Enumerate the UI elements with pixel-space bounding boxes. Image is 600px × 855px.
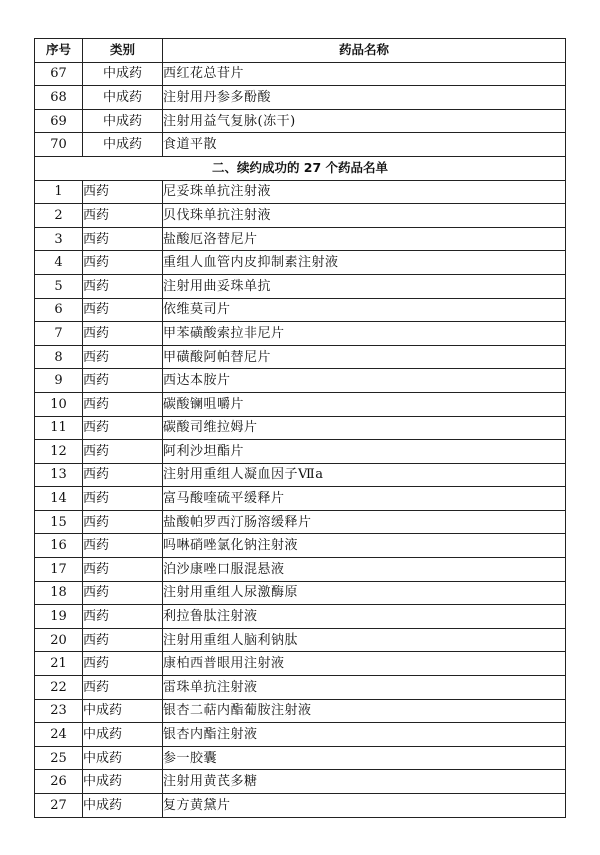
table-row — [35, 227, 566, 251]
row-category: 西药 — [83, 369, 163, 393]
row-drug-name: 阿利沙坦酯片 — [163, 440, 566, 464]
table-row — [35, 699, 566, 723]
row-category: 西药 — [83, 345, 163, 369]
row-category: 西药 — [83, 628, 163, 652]
row-category: 西药 — [83, 605, 163, 629]
row-drug-name: 康柏西普眼用注射液 — [163, 652, 566, 676]
table-row — [35, 534, 566, 558]
row-drug-name: 富马酸喹硫平缓释片 — [163, 487, 566, 511]
row-category: 西药 — [83, 534, 163, 558]
row-drug-name: 银杏内酯注射液 — [163, 723, 566, 747]
row-drug-name: 注射用益气复脉(冻干) — [163, 109, 566, 133]
row-number: 8 — [35, 345, 83, 369]
row-drug-name: 复方黄黛片 — [163, 794, 566, 818]
row-drug-name: 泊沙康唑口服混悬液 — [163, 558, 566, 582]
row-category: 西药 — [83, 298, 163, 322]
table-row — [35, 62, 566, 86]
row-number: 10 — [35, 392, 83, 416]
row-category: 中成药 — [83, 794, 163, 818]
row-drug-name: 注射用曲妥珠单抗 — [163, 274, 566, 298]
row-number: 26 — [35, 770, 83, 794]
row-number: 17 — [35, 558, 83, 582]
header-row — [35, 39, 566, 63]
row-category: 西药 — [83, 463, 163, 487]
row-number: 1 — [35, 180, 83, 204]
row-number: 70 — [35, 133, 83, 157]
table-row — [35, 392, 566, 416]
row-number: 27 — [35, 794, 83, 818]
row-number: 12 — [35, 440, 83, 464]
row-drug-name: 注射用重组人尿激酶原 — [163, 581, 566, 605]
table-row — [35, 581, 566, 605]
table-row — [35, 298, 566, 322]
row-drug-name: 重组人血管内皮抑制素注射液 — [163, 251, 566, 275]
row-category: 西药 — [83, 558, 163, 582]
row-category: 西药 — [83, 652, 163, 676]
header-no: 序号 — [35, 39, 83, 63]
row-category: 西药 — [83, 251, 163, 275]
table-row — [35, 652, 566, 676]
row-number: 19 — [35, 605, 83, 629]
table-row — [35, 416, 566, 440]
row-drug-name: 利拉鲁肽注射液 — [163, 605, 566, 629]
header-name: 药品名称 — [163, 39, 566, 63]
row-number: 24 — [35, 723, 83, 747]
row-category: 西药 — [83, 392, 163, 416]
table-row — [35, 794, 566, 818]
row-drug-name: 银杏二萜内酯葡胺注射液 — [163, 699, 566, 723]
table-row — [35, 723, 566, 747]
part1-rows — [35, 62, 566, 156]
row-drug-name: 吗啉硝唑氯化钠注射液 — [163, 534, 566, 558]
row-category: 西药 — [83, 510, 163, 534]
row-category: 西药 — [83, 204, 163, 228]
row-drug-name: 盐酸帕罗西汀肠溶缓释片 — [163, 510, 566, 534]
row-number: 6 — [35, 298, 83, 322]
row-category: 西药 — [83, 440, 163, 464]
row-category: 西药 — [83, 487, 163, 511]
row-number: 25 — [35, 746, 83, 770]
row-drug-name: 雷珠单抗注射液 — [163, 676, 566, 700]
table-row — [35, 628, 566, 652]
table-row — [35, 676, 566, 700]
row-number: 5 — [35, 274, 83, 298]
row-number: 68 — [35, 86, 83, 110]
row-category: 西药 — [83, 676, 163, 700]
row-drug-name: 尼妥珠单抗注射液 — [163, 180, 566, 204]
row-number: 2 — [35, 204, 83, 228]
row-drug-name: 碳酸司维拉姆片 — [163, 416, 566, 440]
row-number: 9 — [35, 369, 83, 393]
row-drug-name: 注射用重组人脑利钠肽 — [163, 628, 566, 652]
row-category: 中成药 — [83, 133, 163, 157]
row-number: 18 — [35, 581, 83, 605]
row-category: 西药 — [83, 227, 163, 251]
row-drug-name: 食道平散 — [163, 133, 566, 157]
table-row — [35, 345, 566, 369]
row-number: 7 — [35, 322, 83, 346]
row-number: 13 — [35, 463, 83, 487]
row-number: 11 — [35, 416, 83, 440]
part2-rows — [35, 180, 566, 817]
row-number: 20 — [35, 628, 83, 652]
row-category: 中成药 — [83, 62, 163, 86]
table-row — [35, 180, 566, 204]
row-drug-name: 注射用黄芪多糖 — [163, 770, 566, 794]
row-number: 23 — [35, 699, 83, 723]
section-row — [35, 156, 566, 180]
table-row — [35, 558, 566, 582]
table-row — [35, 109, 566, 133]
row-drug-name: 参一胶囊 — [163, 746, 566, 770]
table-row — [35, 204, 566, 228]
row-drug-name: 盐酸厄洛替尼片 — [163, 227, 566, 251]
row-category: 中成药 — [83, 723, 163, 747]
row-drug-name: 甲苯磺酸索拉非尼片 — [163, 322, 566, 346]
row-category: 西药 — [83, 416, 163, 440]
row-number: 4 — [35, 251, 83, 275]
row-number: 16 — [35, 534, 83, 558]
row-drug-name: 依维莫司片 — [163, 298, 566, 322]
row-number: 3 — [35, 227, 83, 251]
row-number: 69 — [35, 109, 83, 133]
table-row — [35, 605, 566, 629]
row-category: 西药 — [83, 581, 163, 605]
row-category: 西药 — [83, 322, 163, 346]
row-drug-name: 西红花总苷片 — [163, 62, 566, 86]
row-number: 22 — [35, 676, 83, 700]
row-category: 中成药 — [83, 699, 163, 723]
table-row — [35, 510, 566, 534]
table-row — [35, 251, 566, 275]
table-row — [35, 274, 566, 298]
table-row — [35, 322, 566, 346]
row-number: 14 — [35, 487, 83, 511]
row-category: 中成药 — [83, 109, 163, 133]
table-row — [35, 440, 566, 464]
table-row — [35, 487, 566, 511]
header-category: 类别 — [83, 39, 163, 63]
table-row — [35, 86, 566, 110]
row-category: 中成药 — [83, 746, 163, 770]
table-row — [35, 133, 566, 157]
row-drug-name: 甲磺酸阿帕替尼片 — [163, 345, 566, 369]
row-drug-name: 注射用丹参多酚酸 — [163, 86, 566, 110]
row-category: 中成药 — [83, 86, 163, 110]
row-number: 21 — [35, 652, 83, 676]
row-drug-name: 注射用重组人凝血因子Ⅶa — [163, 463, 566, 487]
table-row — [35, 746, 566, 770]
section-block — [35, 156, 566, 180]
row-drug-name: 西达本胺片 — [163, 369, 566, 393]
section-title: 二、续约成功的 27 个药品名单 — [35, 156, 566, 180]
row-number: 67 — [35, 62, 83, 86]
row-drug-name: 碳酸镧咀嚼片 — [163, 392, 566, 416]
row-category: 西药 — [83, 180, 163, 204]
row-number: 15 — [35, 510, 83, 534]
table-row — [35, 770, 566, 794]
table-row — [35, 369, 566, 393]
row-drug-name: 贝伐珠单抗注射液 — [163, 204, 566, 228]
row-category: 西药 — [83, 274, 163, 298]
table-row — [35, 463, 566, 487]
drug-list-table — [34, 38, 566, 818]
row-category: 中成药 — [83, 770, 163, 794]
